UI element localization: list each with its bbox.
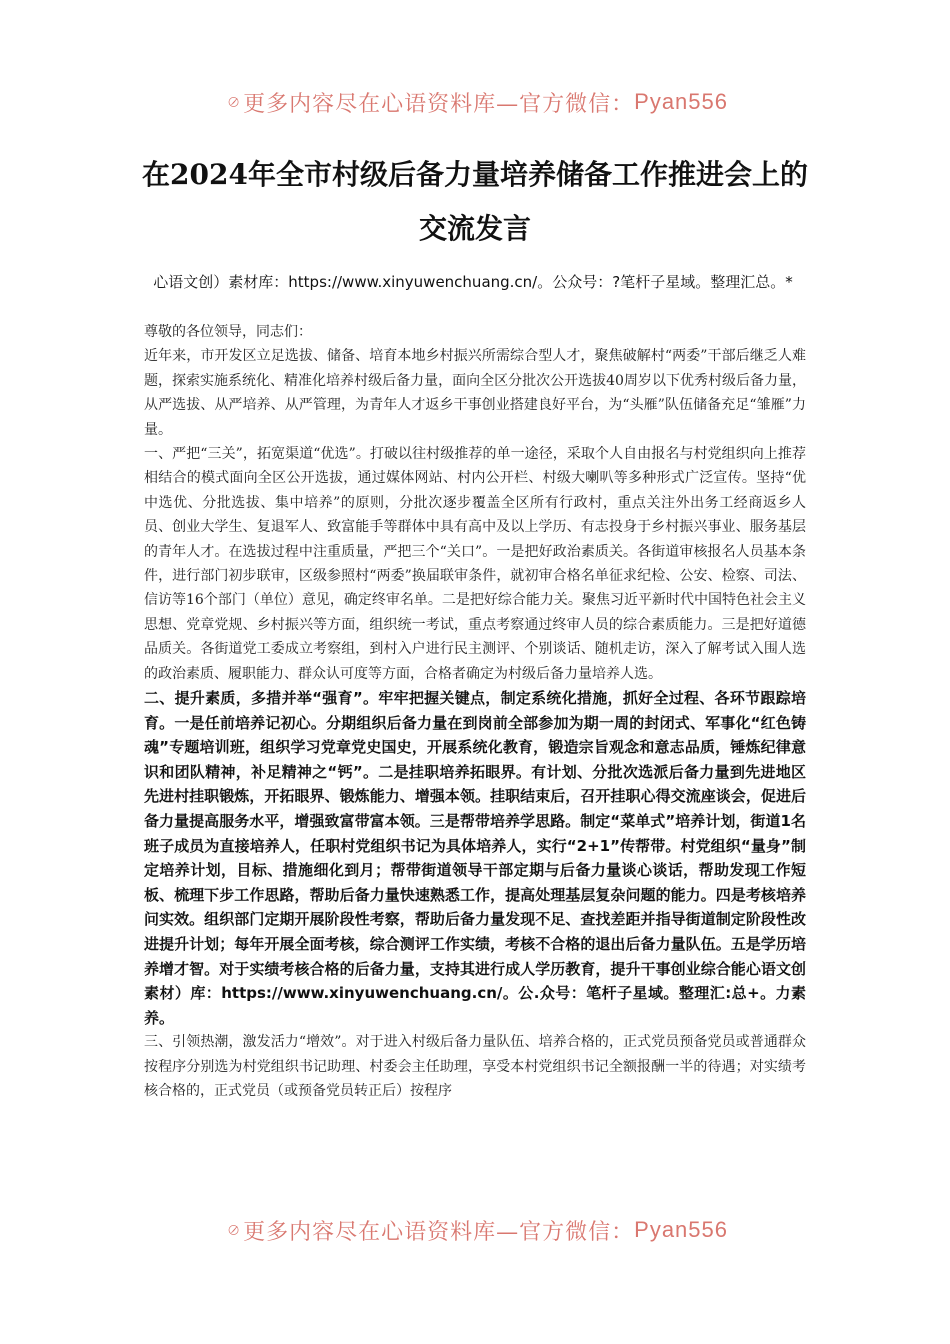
footer-watermark-banner [228,1208,728,1252]
quill-logo-icon [228,85,239,119]
paragraph-section-3: 三、引领热潮，激发活力“增效”。对于进入村级后备力量队伍、培养合格的，正式党员预备党员或普通群众按程序分别选为村党组织书记助理、村委会主任助理，享受本村党组织书记全额报酬一半的待遇；对实绩考核合格的，正式党员（或预备党员转正后）按程序 [144,1034,806,1100]
quill-logo-icon [228,1213,239,1247]
header-watermark-banner [228,80,728,124]
banner-handle: Pyan556 [634,1217,728,1242]
document-title: 在2024年全市村级后备力量培养储备工作推进会上的交流发言 [142,158,808,245]
greeting: 尊敬的各位领导，同志们： [144,324,312,340]
paragraph-section-1: 一、严把“三关”，拓宽渠道“优选”。打破以往村级推荐的单一途径，采取个人自由报名与村党组织向上推荐相结合的模式面向全区公开选拔，通过媒体网站、村内公开栏、村级大喇叭等多种形式广泛宣传。坚持“优中选优、分批选拔、集中培养”的原则，分批次逐步覆盖全区所有行政村，重点关注外出务工经商返乡人员、创业大学生、复退军人、致富能手等群体中具有高中及以上学历、有志投身于乡村振兴事业、服务基层的青年人才。在选拔过程中注重质量，严把三个“关口”。一是把好政治素质关。各街道审核报名人员基本条件，进行部门初步联审，区级参照村“两委”换届联审条件，就初审合格名单征求纪检、公安、检察、司法、信访等16个部门（单位）意见，确定终审名单。二是把好综合能力关。聚焦习近平新时代中国特色社会主义思想、党章党规、乡村振兴等方面，组织统一考试，重点考察通过终审人员的综合素质能力。三是把好道德品质关。各街道党工委成立考察组，到村入户进行民主测评、个别谈话、随机走访，深入了解考试入围人选的政治素质、履职能力、群众认可度等方面，合格者确定为村级后备力量培养人选。 [144,446,806,682]
paragraph-intro: 近年来，市开发区立足选拔、储备、培育本地乡村振兴所需综合型人才，聚焦破解村“两委”干部后继乏人难题，探索实施系统化、精准化培养村级后备力量，面向全区分批次公开选拔40周岁以下优秀村级后备力量，从严选拔、从严培养、从严管理，为青年人才返乡干事创业搭建良好平台，为“头雁”队伍储备充足“雏雁”力量。 [144,348,806,438]
banner-text: 更多内容尽在心语资料库—官方微信： [243,91,635,117]
paragraph-section-2: 二、提升素质，多措并举“强育”。牢牢把握关键点，制定系统化措施，抓好全过程、各环节跟踪培育。一是任前培养记初心。分期组织后备力量在到岗前全部参加为期一周的封闭式、军事化“红色铸魂”专题培训班，组织学习党章党史国史，开展系统化教育，锻造宗旨观念和意志品质，锤炼纪律意识和团队精神，补足精神之“钙”。二是挂职培养拓眼界。有计划、分批次选派后备力量到先进地区先进村挂职锻炼，开拓眼界、锻炼能力、增强本领。挂职结束后，召开挂职心得交流座谈会，促进后备力量提高服务水平，增强致富带富本领。三是帮带培养学思路。制定“菜单式”培养计划，街道1名班子成员为直接培养人，任职村党组织书记为具体培养人，实行“2+1”传帮带。村党组织“量身”制定培养计划，目标、措施细化到月；帮带街道领导干部定期与后备力量谈心谈话，帮助发现工作短板、梳理下步工作思路，帮助后备力量快速熟悉工作，提高处理基层复杂问题的能力。四是考核培养问实效。组织部门定期开展阶段性考察，帮助后备力量发现不足、查找差距并指导街道制定阶段性改进提升计划；每年开展全面考核，综合测评工作实绩，考核不合格的退出后备力量队伍。五是学历培养增才智。对于实绩考核合格的后备力量，支持其进行成人学历教育，提升干事创业综合能心语文创素材）库：https://www.xinyuwenchuang.cn/。公.众号：笔杆子星域。整理汇:总+。力素养。 [144,689,806,1027]
banner-text: 更多内容尽在心语资料库—官方微信： [243,1219,635,1245]
banner-handle: Pyan556 [634,89,728,114]
source-note: 心语文创）素材库：https://www.xinyuwenchuang.cn/。公众号：?笔杆子星域。整理汇总。* [153,273,793,291]
document-body [144,320,806,1104]
